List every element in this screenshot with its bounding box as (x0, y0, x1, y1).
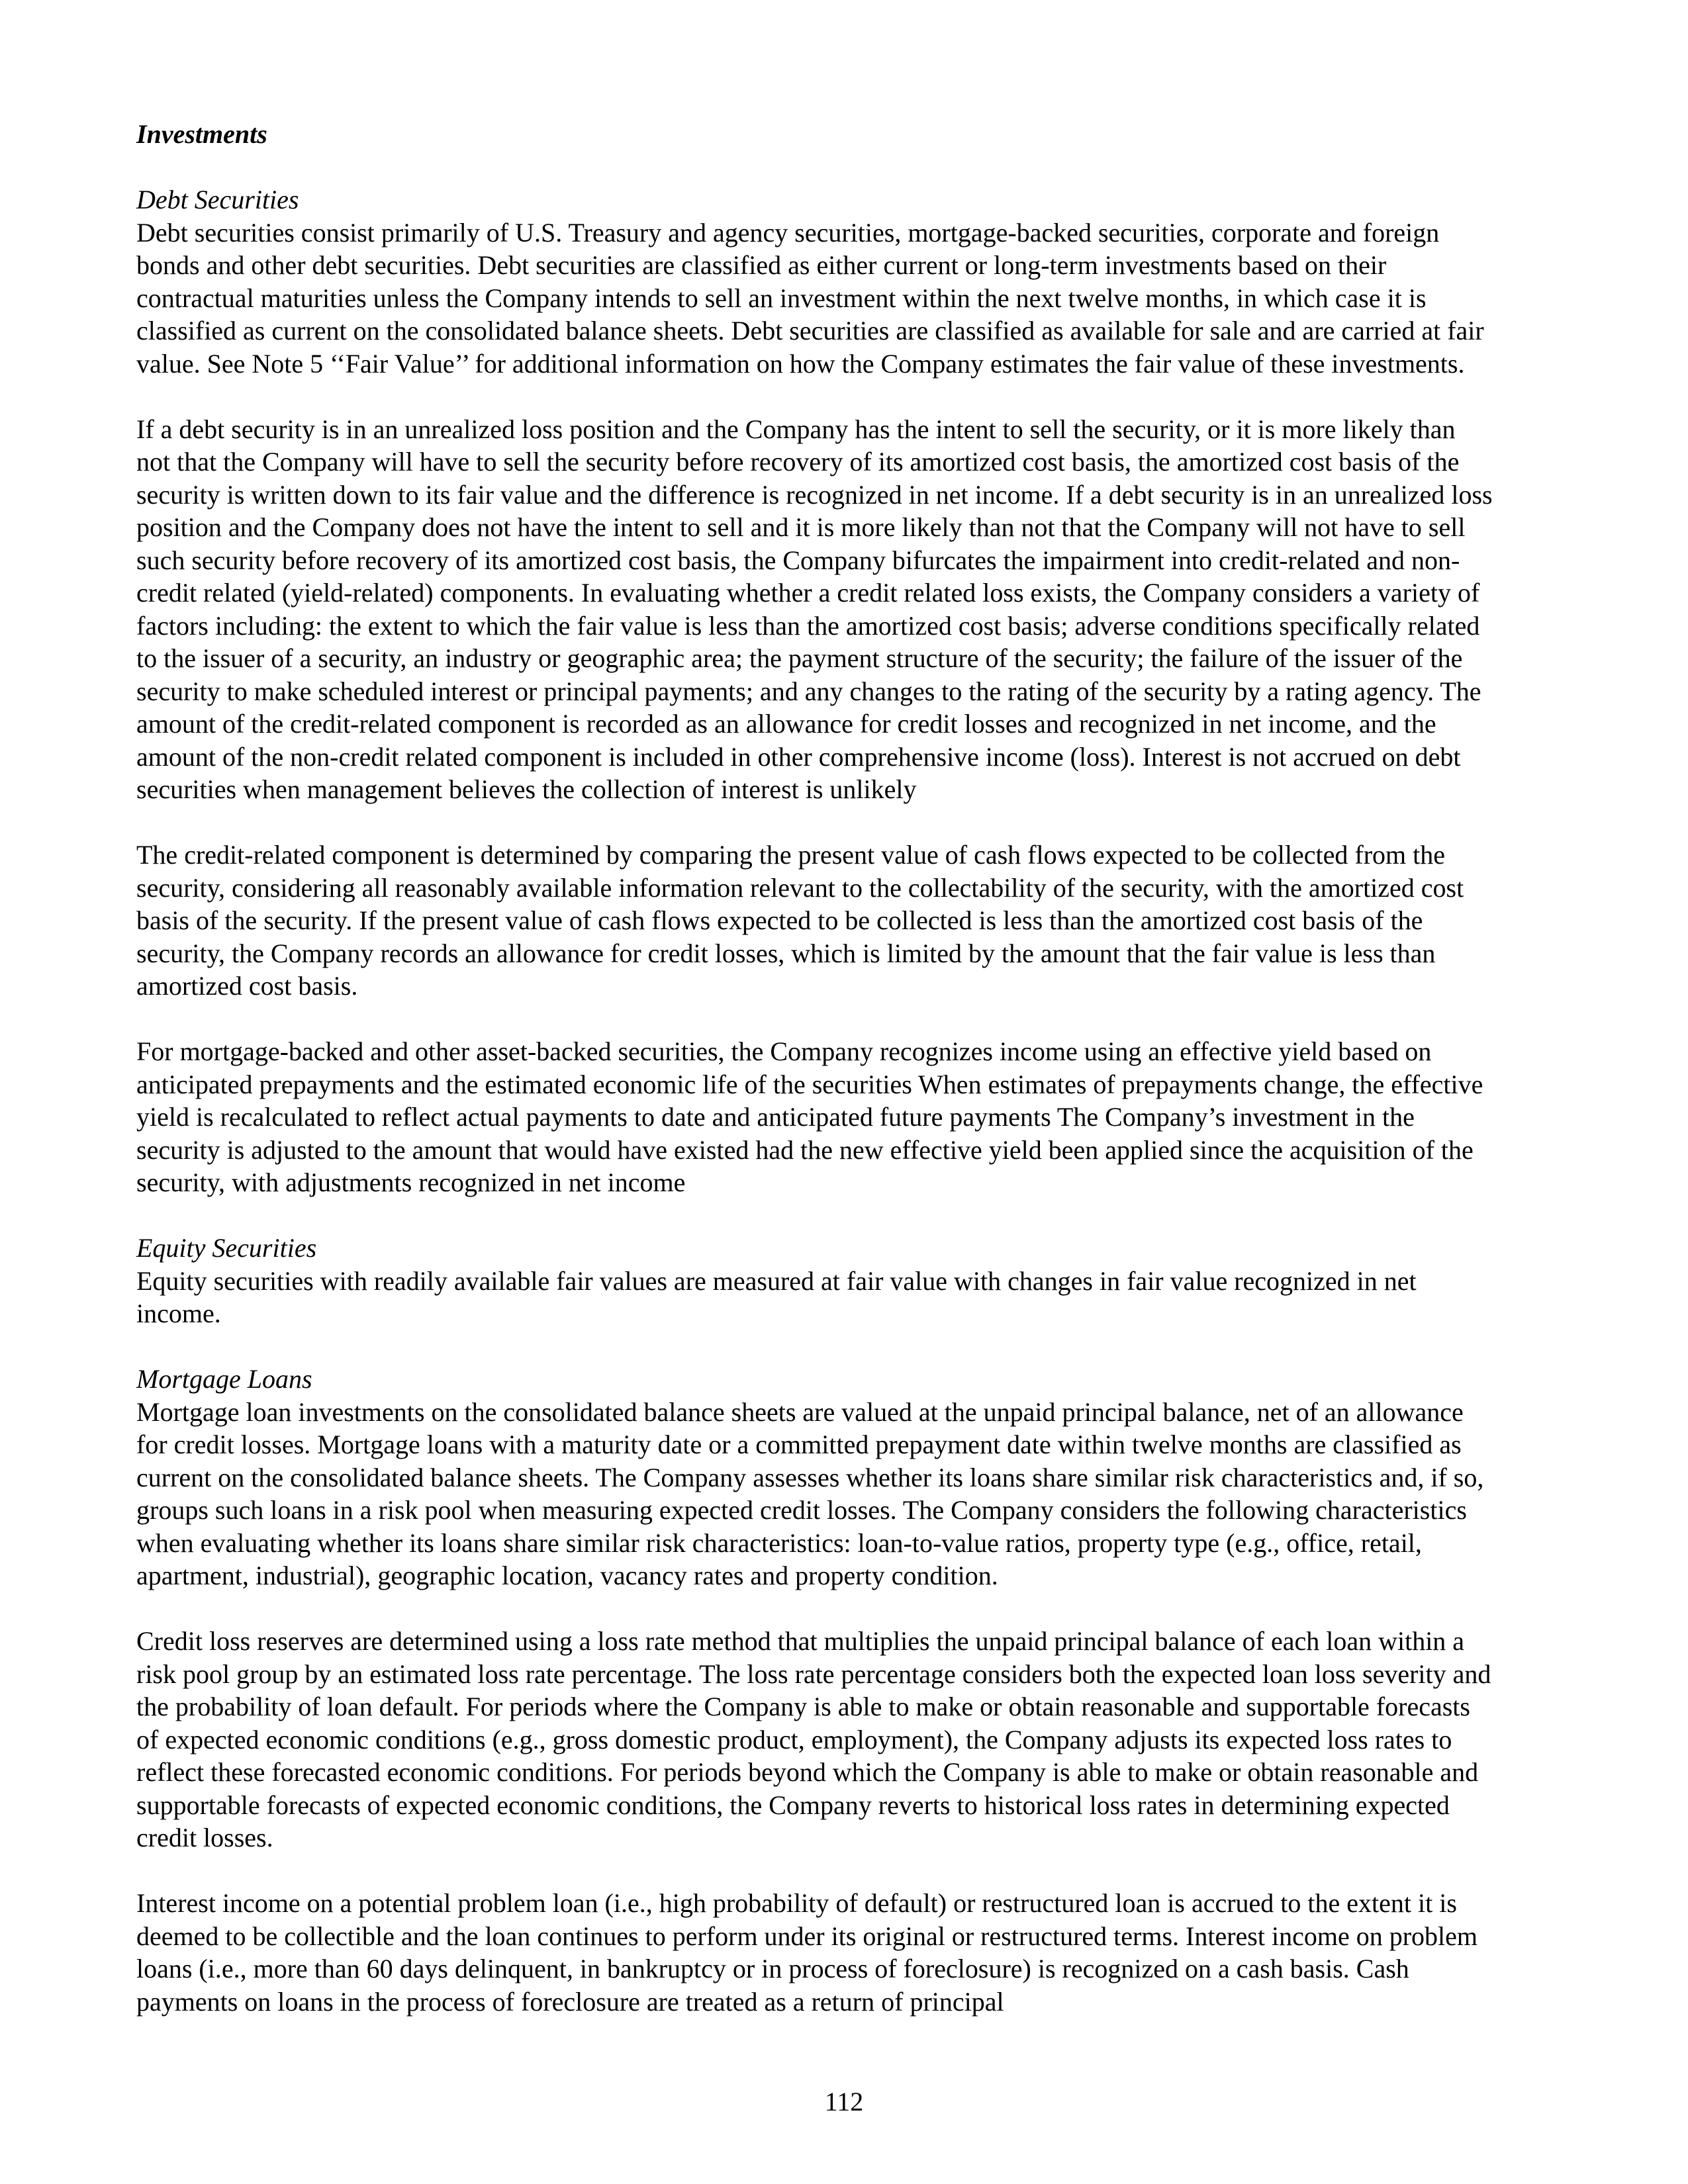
text-line: payments on loans in the process of foreclosure are treated as a return of principal (136, 1986, 1004, 2017)
mortgage-paragraph-2 (136, 1625, 1560, 1854)
text-line: value. See Note 5 ‘‘Fair Value’’ for additional information on how the Company estimates the fair value of these investments. (136, 348, 1465, 379)
text-line: such security before recovery of its amortized cost basis, the Company bifurcates the impairment into credit-related and non- (136, 545, 1460, 575)
text-line: security is written down to its fair value and the difference is recognized in net income. If a debt security is in an unrealized loss (136, 479, 1493, 510)
mortgage-paragraph-3 (136, 1887, 1560, 2018)
spacer (136, 1330, 1560, 1363)
text-line: Equity securities with readily available fair values are measured at fair value with changes in fair value recognized in net (136, 1265, 1417, 1296)
text-line: not that the Company will have to sell the security before recovery of its amortized cost basis, the amortized cost basis of the (136, 447, 1460, 477)
mortgage-loans-heading: Mortgage Loans (136, 1364, 312, 1394)
equity-paragraph-1 (136, 1265, 1560, 1330)
text-line: when evaluating whether its loans share similar risk characteristics: loan-to-value ratios, property type (e.g., office, retail, (136, 1527, 1422, 1558)
text-line: credit related (yield-related) components. In evaluating whether a credit related loss exists, the Company considers a variety of (136, 578, 1480, 608)
text-line: security, the Company records an allowance for credit losses, which is limited by the amount that the fair value is less than (136, 938, 1436, 968)
spacer (136, 151, 1560, 184)
debt-paragraph-1 (136, 216, 1560, 381)
debt-paragraph-3 (136, 839, 1560, 1003)
text-line: contractual maturities unless the Company intends to sell an investment within the next twelve months, in which case it is (136, 283, 1427, 313)
spacer (136, 1592, 1560, 1625)
text-line: deemed to be collectible and the loan continues to perform under its original or restructured terms. Interest income on problem (136, 1921, 1478, 1951)
debt-securities-heading: Debt Securities (136, 185, 299, 214)
text-line: security, considering all reasonably available information relevant to the collectability of the security, with the amortized cost (136, 872, 1464, 903)
spacer (136, 1199, 1560, 1232)
text-line: amount of the credit-related component is recorded as an allowance for credit losses and recognized in net income, and the (136, 709, 1436, 739)
text-line: amount of the non-credit related component is included in other comprehensive income (loss). Interest is not accrued on debt (136, 741, 1461, 772)
text-line: credit losses. (136, 1823, 273, 1852)
text-line: bonds and other debt securities. Debt securities are classified as either current or long-term investments based on their (136, 250, 1387, 280)
text-line: The credit-related component is determined by comparing the present value of cash flows expected to be collected from the (136, 840, 1446, 870)
document-page (136, 118, 1560, 2018)
text-line: supportable forecasts of expected economic conditions, the Company reverts to historical loss rates in determining expected (136, 1790, 1450, 1820)
text-line: yield is recalculated to reflect actual payments to date and anticipated future payments The Company’s investment in the (136, 1102, 1415, 1132)
text-line: security, with adjustments recognized in net income (136, 1167, 686, 1197)
text-line: securities when management believes the collection of interest is unlikely (136, 774, 917, 804)
text-line: loans (i.e., more than 60 days delinquent, in bankruptcy or in process of foreclosure) is recognized on a cash basis. Cash (136, 1954, 1409, 1983)
spacer (136, 1854, 1560, 1888)
text-line: risk pool group by an estimated loss rate percentage. The loss rate percentage considers both the expected loan loss severity and (136, 1659, 1491, 1689)
text-line: groups such loans in a risk pool when measuring expected credit losses. The Company considers the following characteristics (136, 1495, 1467, 1525)
text-line: For mortgage-backed and other asset-backed securities, the Company recognizes income using an effective yield based on (136, 1036, 1432, 1066)
text-line: If a debt security is in an unrealized loss position and the Company has the intent to sell the security, or it is more likely than (136, 414, 1456, 444)
text-line: amortized cost basis. (136, 971, 358, 1001)
text-line: factors including: the extent to which the fair value is less than the amortized cost basis; adverse conditions specifically related (136, 610, 1480, 641)
text-line: basis of the security. If the present value of cash flows expected to be collected is less than the amortized cost basis of the (136, 905, 1423, 935)
equity-securities-heading: Equity Securities (136, 1233, 317, 1263)
text-line: Mortgage loan investments on the consolidated balance sheets are valued at the unpaid principal balance, net of an allowance (136, 1396, 1464, 1427)
text-line: income. (136, 1298, 221, 1328)
text-line: the probability of loan default. For periods where the Company is able to make or obtain reasonable and supportable forecasts (136, 1692, 1470, 1721)
text-line: to the issuer of a security, an industry or geographic area; the payment structure of the security; the failure of the issuer of the (136, 643, 1463, 673)
text-line: apartment, industrial), geographic location, vacancy rates and property condition. (136, 1561, 998, 1590)
spacer (136, 380, 1560, 413)
debt-paragraph-4 (136, 1035, 1560, 1199)
text-line: reflect these forecasted economic conditions. For periods beyond which the Company is able to make or obtain reasonable and (136, 1757, 1479, 1787)
text-line: current on the consolidated balance sheets. The Company assesses whether its loans share similar risk characteristics and, if so, (136, 1462, 1484, 1492)
text-line: position and the Company does not have the intent to sell and it is more likely than not that the Company will not have to sell (136, 512, 1466, 542)
spacer (136, 1003, 1560, 1036)
debt-paragraph-2 (136, 413, 1560, 806)
text-line: Debt securities consist primarily of U.S. Treasury and agency securities, mortgage-backed securities, corporate and foreign (136, 217, 1440, 248)
text-line: classified as current on the consolidated balance sheets. Debt securities are classified as available for sale and are carried at fair (136, 316, 1484, 345)
section-title: Investments (136, 119, 267, 149)
text-line: Interest income on a potential problem loan (i.e., high probability of default) or restructured loan is accrued to the extent it is (136, 1888, 1457, 1918)
spacer (136, 806, 1560, 839)
text-line: security is adjusted to the amount that would have existed had the new effective yield been applied since the acquisition of the (136, 1134, 1474, 1165)
text-line: anticipated prepayments and the estimated economic life of the securities When estimates of prepayments change, the effective (136, 1069, 1483, 1099)
mortgage-paragraph-1 (136, 1396, 1560, 1592)
text-line: Credit loss reserves are determined using a loss rate method that multiplies the unpaid principal balance of each loan within a (136, 1626, 1465, 1656)
text-line: security to make scheduled interest or principal payments; and any changes to the rating of the security by a rating agency. The (136, 676, 1481, 706)
page-number: 112 (824, 2087, 864, 2116)
text-line: of expected economic conditions (e.g., gross domestic product, employment), the Company adjusts its expected loss rates to (136, 1724, 1452, 1754)
text-line: for credit losses. Mortgage loans with a maturity date or a committed prepayment date within twelve months are classified as (136, 1430, 1462, 1459)
